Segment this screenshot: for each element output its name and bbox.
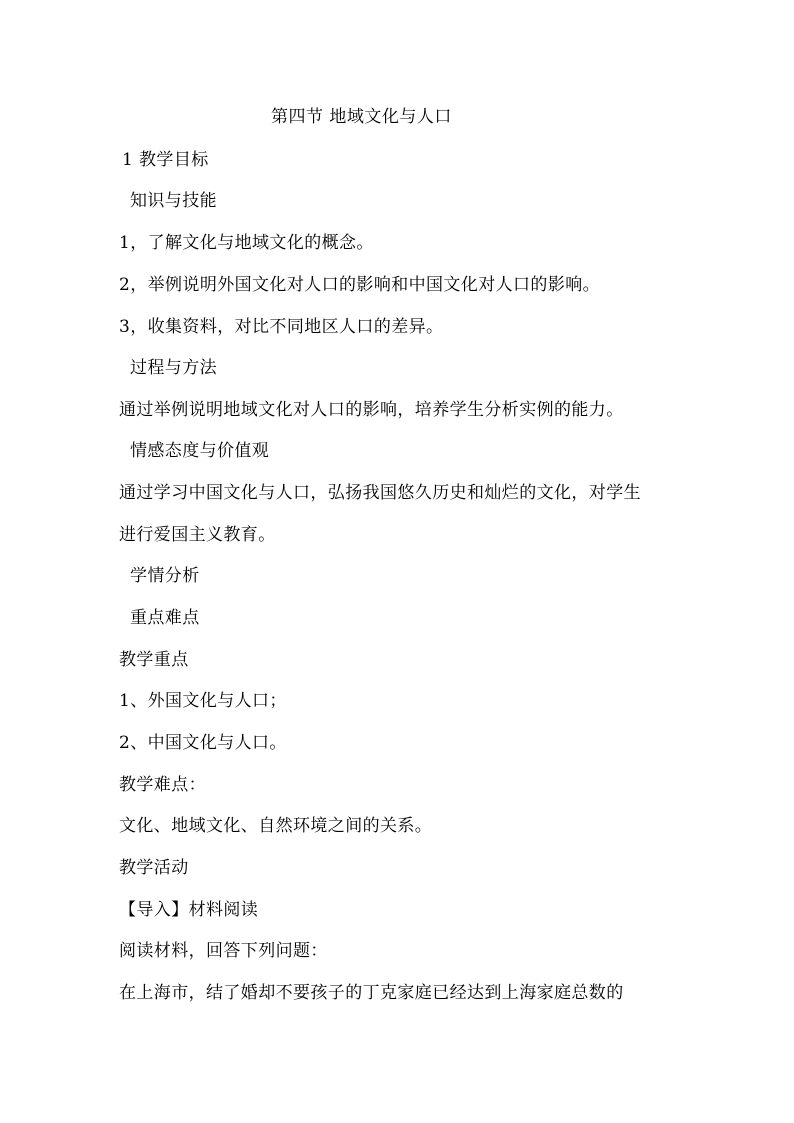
page-title: 第四节 地域文化与人口 xyxy=(271,107,452,127)
focus-item-2: 2、中国文化与人口。 xyxy=(119,733,287,753)
subheading-knowledge-skills: 知识与技能 xyxy=(130,191,217,211)
subheading-attitude-values: 情感态度与价值观 xyxy=(130,441,270,461)
section-heading-teaching-goals: 1 教学目标 xyxy=(122,150,209,170)
difficulty-paragraph: 文化、地域文化、自然环境之间的关系。 xyxy=(119,816,433,836)
heading-student-analysis: 学情分析 xyxy=(130,566,200,586)
process-paragraph: 通过举例说明地域文化对人口的影响，培养学生分析实例的能力。 xyxy=(119,400,624,420)
attitude-paragraph-line-1: 通过学习中国文化与人口，弘扬我国悠久历史和灿烂的文化，对学生 xyxy=(119,483,641,503)
heading-key-difficult-points: 重点难点 xyxy=(130,608,200,628)
activity-material-paragraph: 在上海市，结了婚却不要孩子的丁克家庭已经达到上海家庭总数的 xyxy=(119,983,624,1003)
heading-teaching-focus: 教学重点 xyxy=(119,650,189,670)
activity-instruction: 阅读材料，回答下列问题： xyxy=(119,941,328,961)
subheading-process-method: 过程与方法 xyxy=(130,358,217,378)
heading-teaching-activities: 教学活动 xyxy=(119,858,189,878)
heading-teaching-difficulty: 教学难点： xyxy=(119,775,206,795)
goal-item-2: 2，举例说明外国文化对人口的影响和中国文化对人口的影响。 xyxy=(119,275,601,295)
activity-intro-heading: 【导入】材料阅读 xyxy=(119,900,259,920)
goal-item-3: 3，收集资料，对比不同地区人口的差异。 xyxy=(119,317,444,337)
attitude-paragraph-line-2: 进行爱国主义教育。 xyxy=(119,525,276,545)
focus-item-1: 1、外国文化与人口； xyxy=(119,691,287,711)
goal-item-1: 1，了解文化与地域文化的概念。 xyxy=(119,233,374,253)
